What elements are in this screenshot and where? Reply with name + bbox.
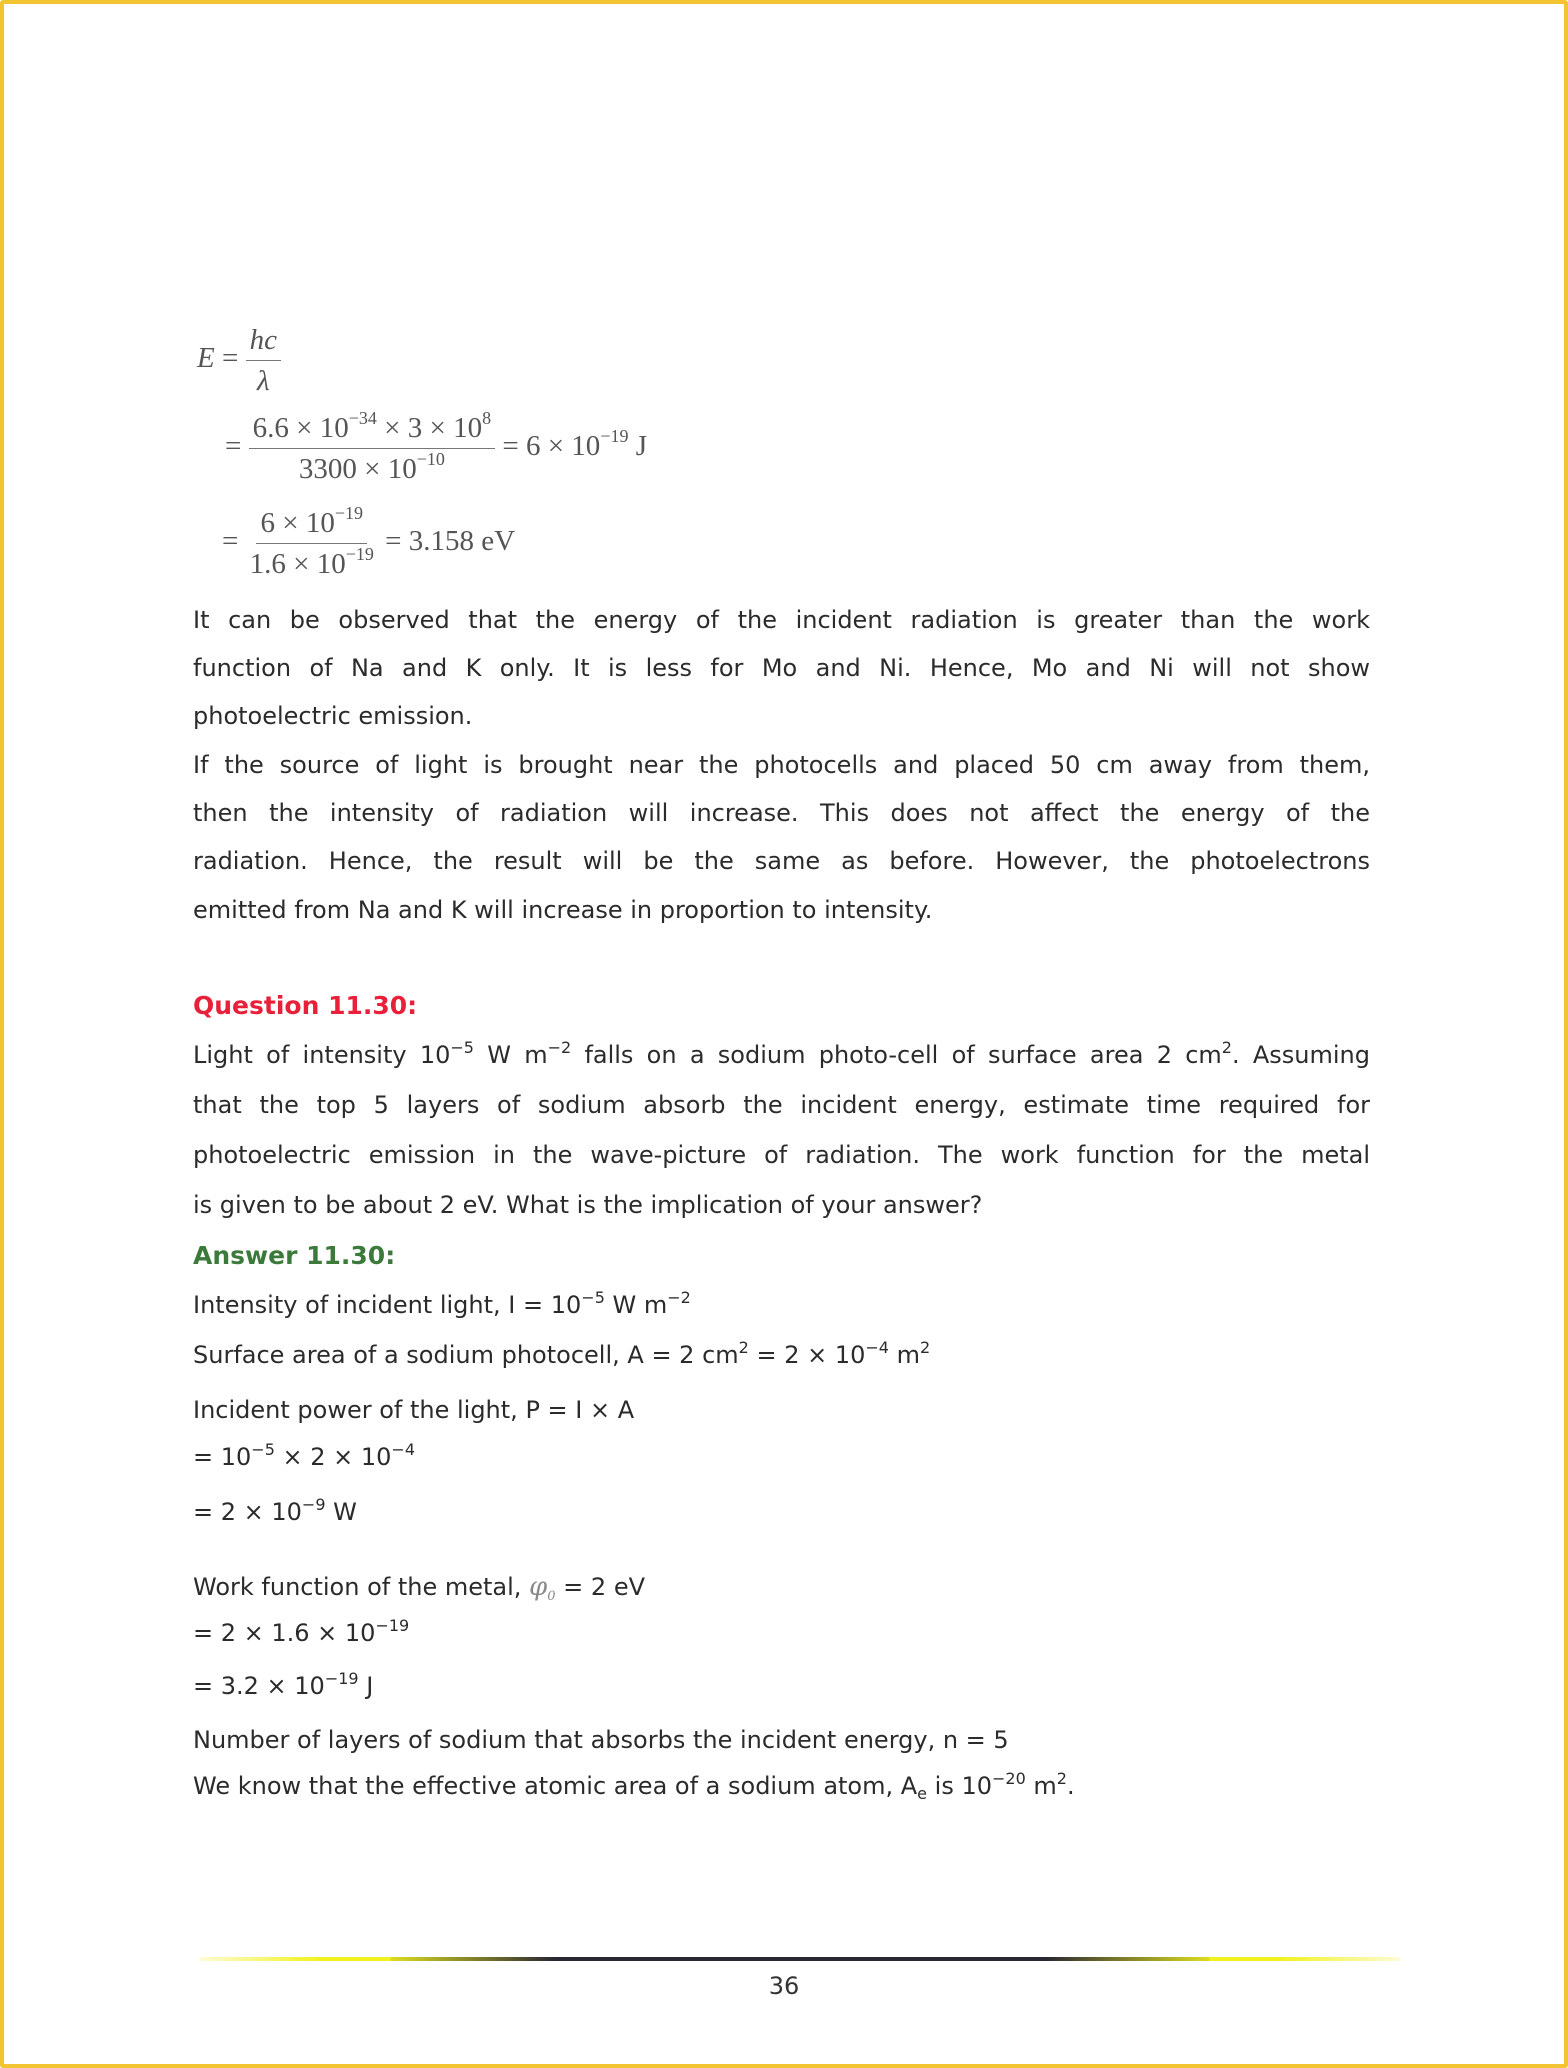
numerator: hc	[246, 322, 281, 361]
question-line-4: is given to be about 2 eV. What is the implication of your answer?	[193, 1191, 983, 1219]
exponent: 2	[1056, 1769, 1067, 1788]
exponent: −19	[334, 503, 363, 523]
exponent: −19	[324, 1669, 359, 1688]
page-number: 36	[768, 1972, 800, 2000]
text: falls on a sodium photo-cell of surface area 2 cm	[571, 1041, 1222, 1069]
text: W	[325, 1498, 357, 1526]
exponent: 2	[738, 1338, 749, 1357]
exponent: −2	[547, 1038, 572, 1057]
denominator	[246, 544, 378, 582]
exponent: −5	[581, 1288, 605, 1307]
paragraph-1-line-1: It can be observed that the energy of the incident radiation is greater than the work	[193, 606, 1370, 634]
num-part: 6 × 10	[260, 507, 335, 539]
exponent: −19	[345, 544, 374, 564]
fraction-ev-conversion	[246, 505, 378, 582]
answer-layers: Number of layers of sodium that absorbs the incident energy, n = 5	[193, 1726, 1009, 1754]
exponent: −5	[251, 1440, 275, 1459]
answer-work-function	[193, 1572, 1370, 1602]
text: × 2 × 10	[274, 1443, 392, 1471]
answer-incident-power: Incident power of the light, P = I × A	[193, 1396, 635, 1424]
footer-rule	[200, 1956, 1400, 1962]
paragraph-2-line-3: radiation. Hence, the result will be the same as before. However, the photoelectrons	[193, 847, 1370, 875]
text: .	[1066, 1772, 1075, 1800]
text: W m	[604, 1291, 668, 1319]
text: = 3.2 × 10	[193, 1672, 325, 1700]
exponent: −19	[375, 1616, 410, 1635]
text: . Assuming	[1231, 1041, 1370, 1069]
text: W m	[473, 1041, 548, 1069]
footer-rule-dark	[390, 1957, 1210, 1961]
den-part: 3300 × 10	[298, 453, 417, 485]
phi-glyph: φ	[529, 1572, 548, 1602]
text: Intensity of incident light, I = 10	[193, 1291, 582, 1319]
text: Work function of the metal,	[193, 1573, 530, 1601]
equals-sign: =	[222, 525, 239, 558]
answer-surface-area	[193, 1340, 1370, 1370]
paragraph-1-line-3: photoelectric emission.	[193, 702, 473, 730]
text: m	[1025, 1772, 1057, 1800]
text: Surface area of a sodium photocell, A = 2 cm	[193, 1341, 739, 1369]
exponent: −4	[391, 1440, 416, 1459]
formula-energy-definition	[197, 322, 281, 399]
exponent: 2	[920, 1338, 931, 1357]
exponent: −20	[991, 1769, 1026, 1788]
exponent: −4	[865, 1338, 889, 1357]
subscript: e	[917, 1784, 928, 1803]
exponent: 8	[482, 408, 492, 428]
question-line-3: photoelectric emission in the wave-picture of radiation. The work function for the metal	[193, 1141, 1370, 1169]
exponent: −9	[301, 1495, 326, 1514]
formula-energy-ev	[222, 505, 515, 582]
fraction-energy-calc	[249, 410, 495, 487]
exponent: −2	[667, 1288, 691, 1307]
answer-power-calc-2	[193, 1497, 1370, 1527]
phi-symbol	[529, 1572, 556, 1602]
answer-power-calc-1	[193, 1442, 1370, 1472]
paragraph-1-line-2: function of Na and K only. It is less for Mo and Ni. Hence, Mo and Ni will not show	[193, 654, 1370, 682]
paragraph-2-line-2: then the intensity of radiation will increase. This does not affect the energy of the	[193, 799, 1370, 827]
text: We know that the effective atomic area of a sodium atom, A	[193, 1772, 918, 1800]
exponent: −34	[348, 408, 377, 428]
fraction-hc-over-lambda	[246, 322, 281, 399]
energy-symbol: E	[197, 342, 215, 375]
answer-wf-calc-1	[193, 1618, 1370, 1648]
text: = 2 × 10	[193, 1498, 302, 1526]
exponent: −5	[450, 1038, 474, 1057]
text: Light of intensity 10	[193, 1041, 451, 1069]
den-part: 1.6 × 10	[249, 548, 346, 580]
result-value: = 3.158 eV	[385, 525, 516, 558]
answer-atomic-area	[193, 1771, 1370, 1801]
text: = 2 × 1.6 × 10	[193, 1619, 376, 1647]
exponent: −10	[416, 449, 445, 469]
num-part-a: 6.6 × 10	[252, 412, 349, 444]
equals-sign: =	[221, 342, 239, 375]
text: = 2 eV	[555, 1573, 645, 1601]
denominator	[295, 449, 449, 487]
question-heading: Question 11.30:	[193, 991, 418, 1020]
text: = 2 × 10	[748, 1341, 866, 1369]
formula-energy-joules	[225, 410, 647, 487]
denominator: λ	[256, 365, 270, 397]
subscript: 0	[547, 1589, 556, 1604]
result	[502, 426, 648, 463]
unit: J	[628, 430, 648, 463]
text: m	[888, 1341, 920, 1369]
result-value: = 6 × 10	[502, 430, 601, 463]
paragraph-2-line-1: If the source of light is brought near the photocells and placed 50 cm away from them,	[193, 751, 1370, 779]
text: = 10	[193, 1443, 252, 1471]
text: is 10	[927, 1772, 992, 1800]
answer-heading: Answer 11.30:	[193, 1241, 396, 1270]
answer-intensity	[193, 1290, 1370, 1320]
answer-wf-calc-2	[193, 1671, 1370, 1701]
numerator	[256, 505, 367, 544]
text: J	[358, 1672, 374, 1700]
equals-sign: =	[225, 430, 242, 463]
question-line-2: that the top 5 layers of sodium absorb the incident energy, estimate time required for	[193, 1091, 1370, 1119]
paragraph-2-line-4: emitted from Na and K will increase in proportion to intensity.	[193, 896, 933, 924]
exponent: −19	[600, 426, 629, 447]
num-part-b: × 3 × 10	[376, 412, 483, 444]
question-line-1	[193, 1040, 1370, 1070]
numerator	[249, 410, 495, 449]
exponent: 2	[1221, 1038, 1232, 1057]
